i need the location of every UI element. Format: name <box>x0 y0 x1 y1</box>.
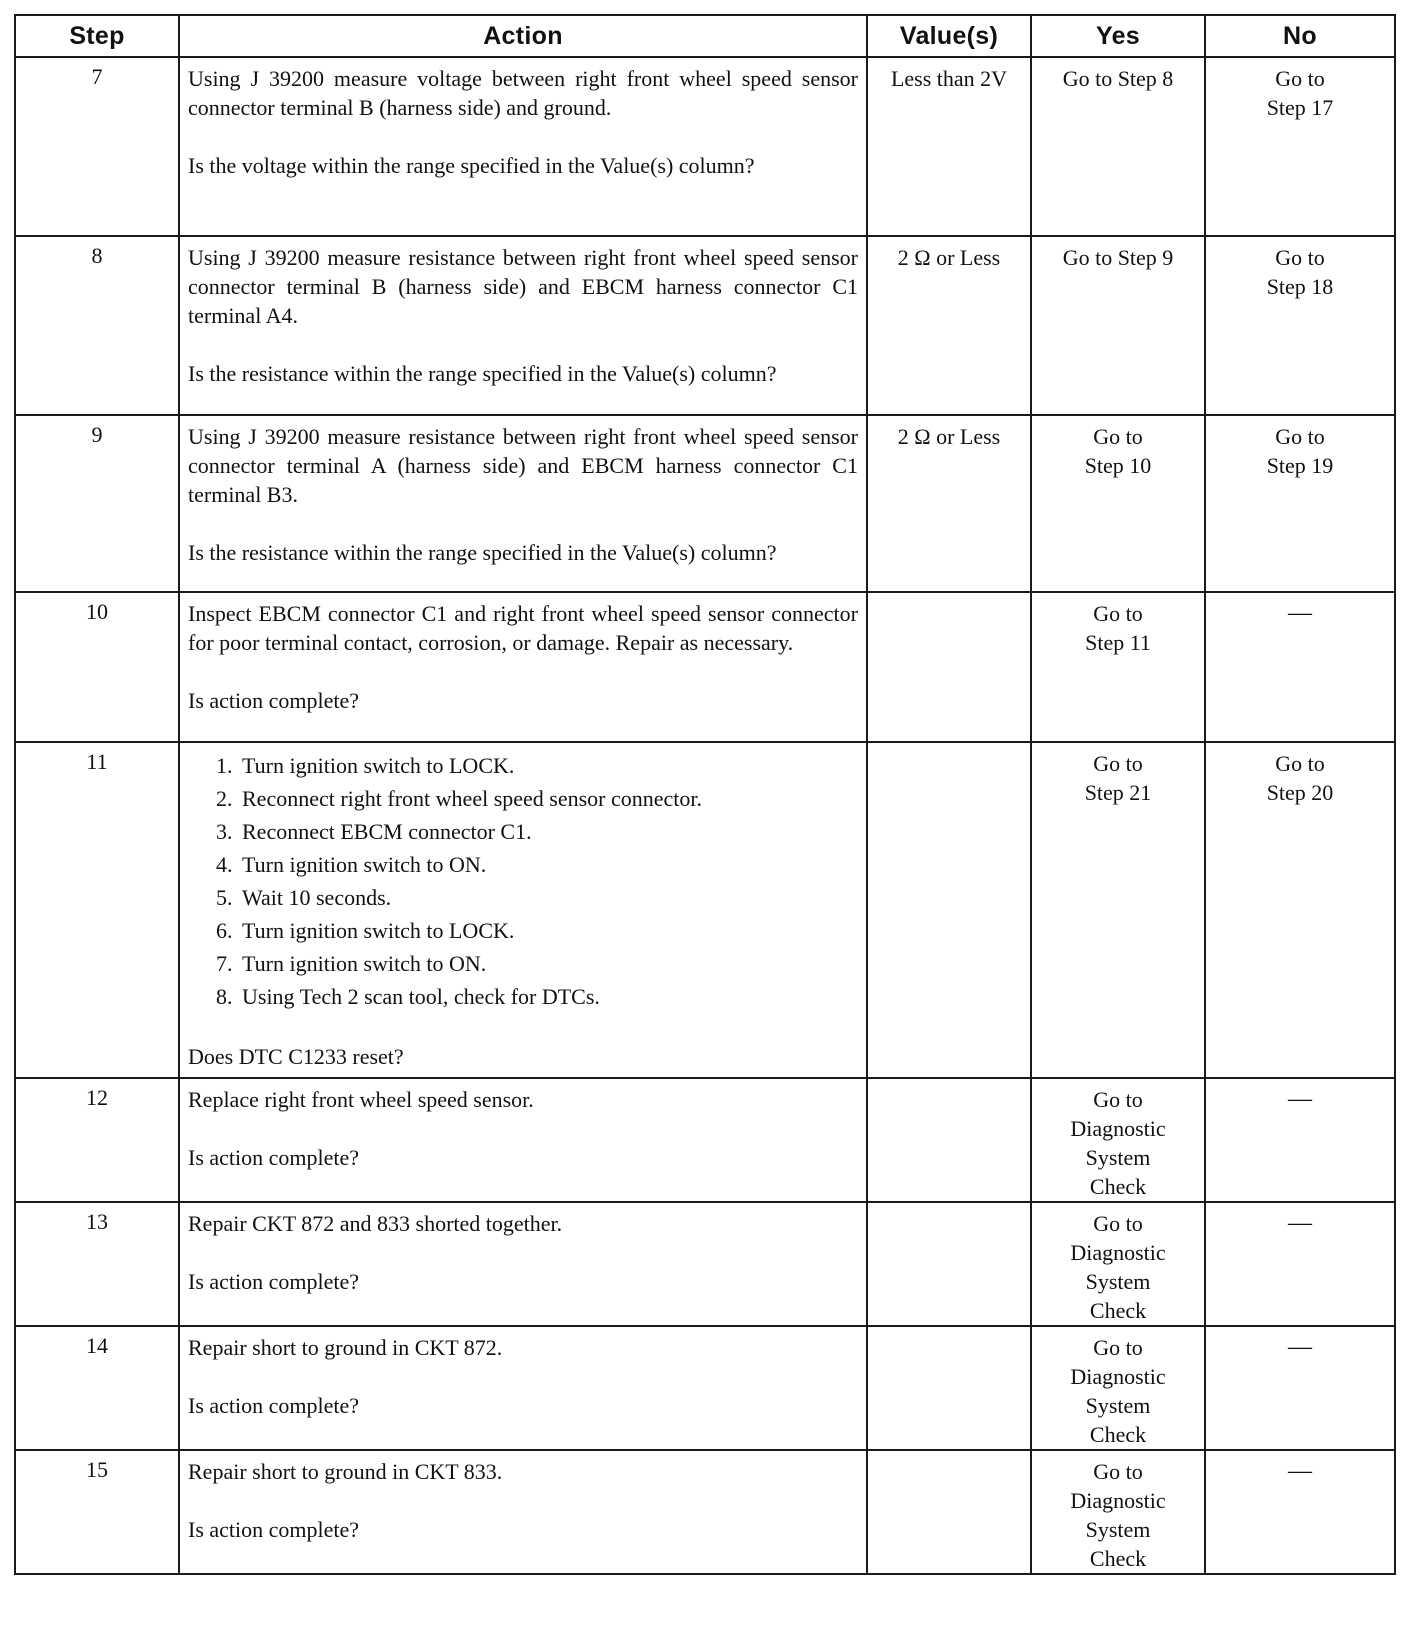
yes-line: Go to <box>1093 1211 1143 1236</box>
yes-line: System <box>1085 1145 1151 1170</box>
action-cell <box>179 1202 867 1326</box>
action-question: Is action complete? <box>188 1517 360 1542</box>
yes-line: System <box>1085 1269 1151 1294</box>
action-cell <box>179 1078 867 1202</box>
yes-cell <box>1031 57 1205 236</box>
no-line: Step 18 <box>1266 274 1334 299</box>
yes-line: System <box>1085 1517 1151 1542</box>
action-step: 7. Turn ignition switch to ON. <box>238 947 858 980</box>
action-text: Repair short to ground in CKT 833. <box>188 1459 503 1484</box>
action-text: Using J 39200 measure voltage between right front wheel speed sensor connector terminal B (harness side) and ground. <box>188 66 858 120</box>
yes-line: Step 21 <box>1084 780 1152 805</box>
no-cell <box>1205 1450 1395 1574</box>
action-cell <box>179 415 867 592</box>
yes-line: Diagnostic <box>1070 1116 1166 1141</box>
step-number: 12 <box>15 1078 179 1202</box>
table-row <box>15 57 1395 236</box>
value-cell <box>867 1078 1031 1202</box>
step-number: 8 <box>15 236 179 415</box>
yes-cell <box>1031 236 1205 415</box>
value-cell <box>867 742 1031 1078</box>
yes-line: Step 10 <box>1084 453 1152 478</box>
yes-line: Check <box>1089 1546 1147 1571</box>
header-value: Value(s) <box>867 15 1031 57</box>
action-cell <box>179 1450 867 1574</box>
action-step: 2. Reconnect right front wheel speed sensor connector. <box>238 782 858 815</box>
yes-line: Step 11 <box>1085 630 1151 655</box>
action-cell <box>179 742 867 1078</box>
action-text: Inspect EBCM connector C1 and right front wheel speed sensor connector for poor terminal contact, corrosion, or damage. Repair as necessary. <box>188 601 858 655</box>
value-cell <box>867 1450 1031 1574</box>
value-cell: 2 Ω or Less <box>867 415 1031 592</box>
step-number: 10 <box>15 592 179 742</box>
table-row <box>15 1078 1395 1202</box>
yes-cell <box>1031 592 1205 742</box>
yes-line: Go to <box>1093 1335 1143 1360</box>
yes-line: Diagnostic <box>1070 1488 1166 1513</box>
table-row <box>15 1326 1395 1450</box>
action-step-list <box>188 749 858 1013</box>
action-question: Is action complete? <box>188 688 360 713</box>
action-text: Using J 39200 measure resistance between right front wheel speed sensor connector terminal B (harness side) and EBCM harness connector C1 terminal A4. <box>188 245 858 328</box>
no-dash: — <box>1288 1334 1312 1360</box>
no-cell <box>1205 1078 1395 1202</box>
table-row <box>15 592 1395 742</box>
yes-text: Go to Step 8 <box>1062 66 1174 91</box>
action-text: Repair short to ground in CKT 872. <box>188 1335 503 1360</box>
step-number: 7 <box>15 57 179 236</box>
step-number: 15 <box>15 1450 179 1574</box>
action-question: Is the voltage within the range specified in the Value(s) column? <box>188 153 755 178</box>
yes-cell <box>1031 1202 1205 1326</box>
yes-cell <box>1031 742 1205 1078</box>
no-cell <box>1205 236 1395 415</box>
no-line: Go to <box>1275 424 1325 449</box>
action-cell <box>179 592 867 742</box>
yes-line: System <box>1085 1393 1151 1418</box>
diagnostic-table <box>14 14 1396 1575</box>
action-step: 1. Turn ignition switch to LOCK. <box>238 749 858 782</box>
yes-cell <box>1031 1078 1205 1202</box>
yes-line: Go to <box>1093 1087 1143 1112</box>
value-cell <box>867 592 1031 742</box>
header-action: Action <box>179 15 867 57</box>
no-line: Go to <box>1275 245 1325 270</box>
action-text: Repair CKT 872 and 833 shorted together. <box>188 1211 563 1236</box>
action-cell <box>179 57 867 236</box>
no-cell <box>1205 1202 1395 1326</box>
action-question: Is the resistance within the range specified in the Value(s) column? <box>188 540 777 565</box>
table-row <box>15 415 1395 592</box>
no-line: Go to <box>1275 751 1325 776</box>
no-dash: — <box>1288 1210 1312 1236</box>
no-dash: — <box>1288 1086 1312 1112</box>
yes-cell <box>1031 1450 1205 1574</box>
action-step: 8. Using Tech 2 scan tool, check for DTCs. <box>238 980 858 1013</box>
step-number: 11 <box>15 742 179 1078</box>
yes-line: Go to <box>1093 424 1143 449</box>
yes-line: Check <box>1089 1298 1147 1323</box>
header-row <box>15 15 1395 57</box>
step-number: 9 <box>15 415 179 592</box>
action-cell <box>179 236 867 415</box>
step-number: 13 <box>15 1202 179 1326</box>
no-cell <box>1205 742 1395 1078</box>
no-dash: — <box>1288 1458 1312 1484</box>
no-dash: — <box>1288 600 1312 626</box>
action-question: Is the resistance within the range specified in the Value(s) column? <box>188 361 777 386</box>
yes-line: Check <box>1089 1422 1147 1447</box>
action-step: 5. Wait 10 seconds. <box>238 881 858 914</box>
yes-line: Check <box>1089 1174 1147 1199</box>
value-cell: Less than 2V <box>867 57 1031 236</box>
yes-cell <box>1031 415 1205 592</box>
yes-text: Go to Step 9 <box>1062 245 1174 270</box>
no-line: Step 20 <box>1266 780 1334 805</box>
no-cell <box>1205 592 1395 742</box>
yes-line: Go to <box>1093 751 1143 776</box>
yes-line: Diagnostic <box>1070 1364 1166 1389</box>
value-cell <box>867 1326 1031 1450</box>
action-step: 3. Reconnect EBCM connector C1. <box>238 815 858 848</box>
step-number: 14 <box>15 1326 179 1450</box>
no-cell <box>1205 415 1395 592</box>
header-yes: Yes <box>1031 15 1205 57</box>
header-no: No <box>1205 15 1395 57</box>
header-step: Step <box>15 15 179 57</box>
no-cell <box>1205 1326 1395 1450</box>
action-text: Replace right front wheel speed sensor. <box>188 1087 534 1112</box>
yes-line: Go to <box>1093 1459 1143 1484</box>
action-question: Is action complete? <box>188 1393 360 1418</box>
no-cell <box>1205 57 1395 236</box>
yes-line: Diagnostic <box>1070 1240 1166 1265</box>
no-line: Go to <box>1275 66 1325 91</box>
table-row <box>15 1202 1395 1326</box>
action-question: Is action complete? <box>188 1145 360 1170</box>
yes-cell <box>1031 1326 1205 1450</box>
no-line: Step 17 <box>1266 95 1334 120</box>
table-row <box>15 742 1395 1078</box>
action-question: Is action complete? <box>188 1269 360 1294</box>
no-line: Step 19 <box>1266 453 1334 478</box>
action-step: 4. Turn ignition switch to ON. <box>238 848 858 881</box>
action-cell <box>179 1326 867 1450</box>
value-cell: 2 Ω or Less <box>867 236 1031 415</box>
action-question: Does DTC C1233 reset? <box>188 1044 404 1069</box>
action-text: Using J 39200 measure resistance between right front wheel speed sensor connector terminal A (harness side) and EBCM harness connector C1 terminal B3. <box>188 424 858 507</box>
action-step: 6. Turn ignition switch to LOCK. <box>238 914 858 947</box>
table-row <box>15 236 1395 415</box>
yes-line: Go to <box>1093 601 1143 626</box>
value-cell <box>867 1202 1031 1326</box>
table-row <box>15 1450 1395 1574</box>
